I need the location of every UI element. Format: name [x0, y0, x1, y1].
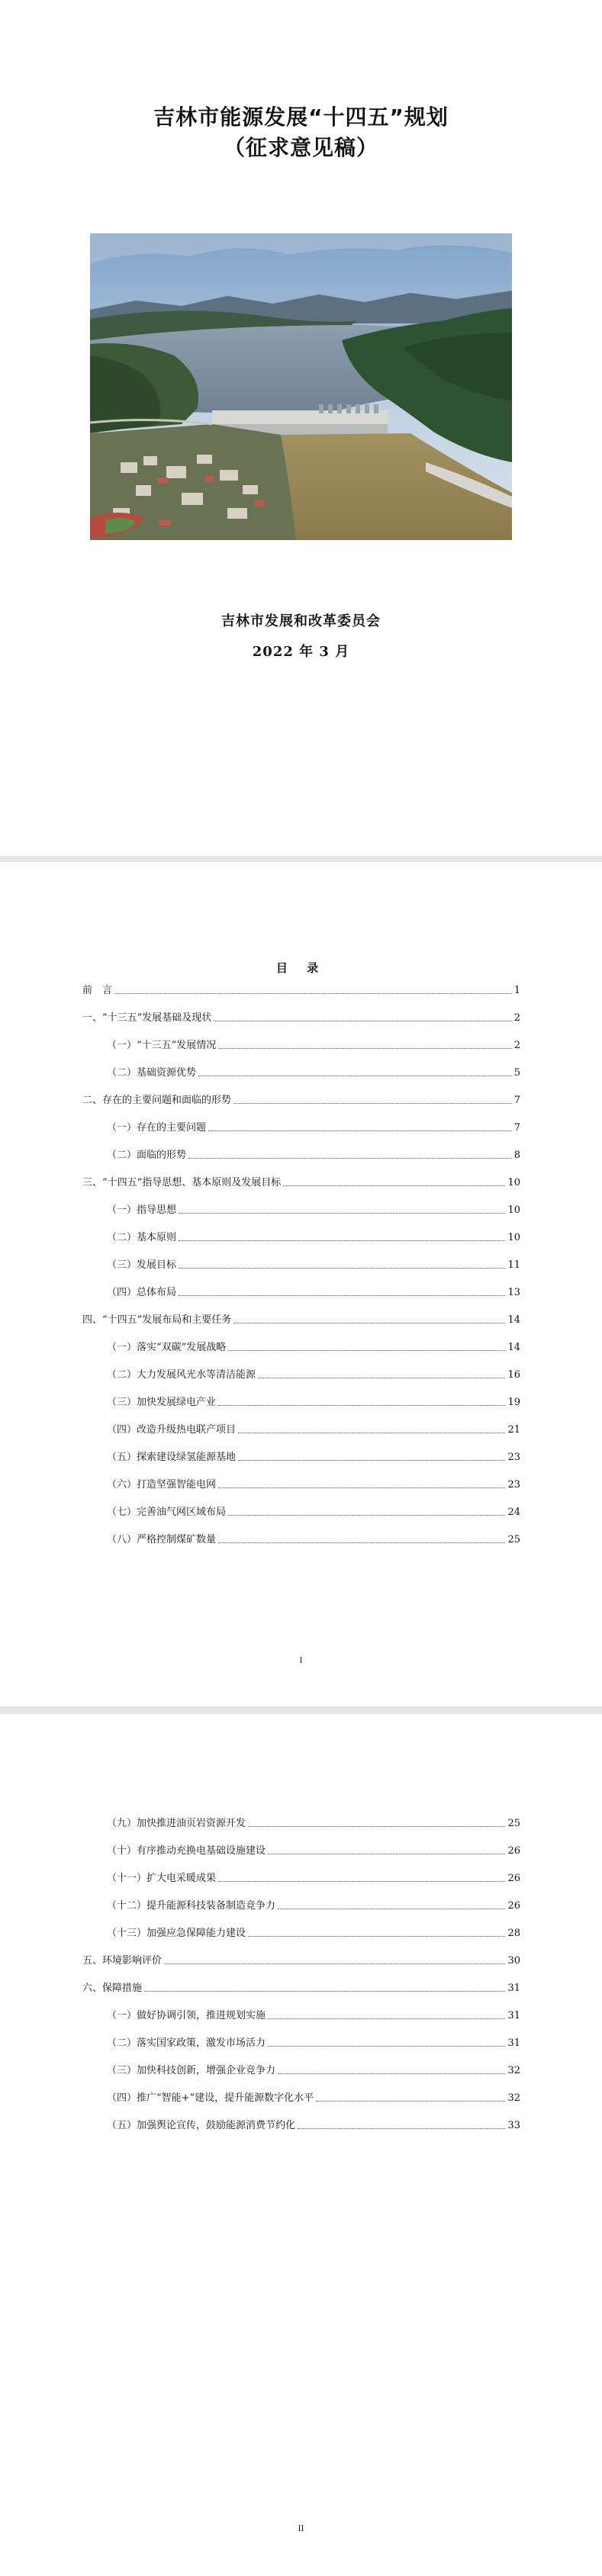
toc-row[interactable]	[107, 2117, 520, 2132]
toc-leader	[316, 2100, 505, 2102]
toc-page-number: 26	[507, 1845, 520, 1857]
toc-page-number: 21	[507, 1424, 520, 1436]
toc-page-number: 30	[507, 1955, 520, 1967]
toc-leader	[218, 1487, 505, 1488]
toc-row[interactable]	[107, 1146, 520, 1162]
toc-leader	[238, 1459, 505, 1461]
toc-row[interactable]	[107, 1229, 520, 1244]
toc-page-number: 19	[507, 1397, 520, 1408]
toc-page-number: 13	[507, 1287, 520, 1298]
toc-row[interactable]	[107, 1366, 520, 1381]
toc-label: （一）做好协调引领，推进规划实施	[107, 2010, 266, 2021]
toc-label: （一）“十三五”发展情况	[107, 1040, 217, 1051]
toc-row[interactable]	[107, 1037, 520, 1052]
toc-row[interactable]	[107, 1256, 520, 1272]
toc-label: （二）基础资源优势	[107, 1067, 197, 1079]
toc-label: （八）严格控制煤矿数量	[107, 1534, 217, 1545]
toc-row[interactable]	[107, 1119, 520, 1134]
toc-row[interactable]	[107, 1394, 520, 1409]
toc-leader	[228, 1349, 505, 1351]
toc-label: （九）加快推进油页岩资源开发	[107, 1818, 246, 1829]
toc-row[interactable]	[107, 1925, 520, 1940]
toc-leader	[268, 2045, 505, 2047]
toc-row[interactable]	[107, 1842, 520, 1857]
toc-page-number: 14	[507, 1342, 520, 1353]
toc-page-number: 16	[507, 1369, 520, 1381]
toc-leader	[228, 1514, 505, 1516]
toc-row[interactable]	[107, 1531, 520, 1546]
toc-leader	[268, 2018, 505, 2019]
toc-label: （十）有序推动充换电基础设施建设	[107, 1845, 266, 1857]
toc-label: （一）指导思想	[107, 1204, 177, 1216]
toc-leader	[164, 1963, 505, 1964]
toc-label: 五、环境影响评价	[82, 1955, 163, 1967]
toc-leader	[278, 2073, 505, 2074]
toc-leader	[218, 1047, 511, 1049]
toc-page-number: 26	[507, 1873, 520, 1884]
cover-date: 2022 年 3 月	[252, 644, 350, 660]
toc-leader	[258, 1377, 505, 1378]
toc-row[interactable]	[107, 1476, 520, 1491]
toc-label: （十二）提升能源科技装备制造竞争力	[107, 1900, 276, 1912]
toc-label: （五）加强舆论宣传，鼓励能源消费节约化	[107, 2120, 296, 2131]
page-number: II	[298, 2525, 304, 2533]
toc-label: 六、保障措施	[82, 1983, 143, 1994]
toc-row[interactable]	[82, 1092, 520, 1107]
toc-row[interactable]	[82, 1009, 520, 1024]
toc-row[interactable]	[82, 1311, 520, 1327]
toc-label: 三、“十四五”指导思想、基本原则及发展目标	[82, 1177, 282, 1188]
toc-row[interactable]	[107, 1815, 520, 1830]
toc-label: 一、“十三五”发展基础及现状	[82, 1012, 212, 1024]
toc-page-number: 32	[507, 2065, 520, 2076]
toc-row[interactable]	[107, 2007, 520, 2022]
toc-label: （五）探索建设绿氢能源基地	[107, 1452, 237, 1463]
toc-label: （七）完善油气网区域布局	[107, 1507, 227, 1518]
toc-page-number: 2	[513, 1012, 520, 1024]
toc-label: （二）面临的形势	[107, 1150, 187, 1161]
toc-leader	[179, 1294, 505, 1296]
toc-leader	[218, 1880, 505, 1882]
toc-page-number: 31	[507, 1983, 520, 1994]
toc-label: （三）加快科技创新，增强企业竞争力	[107, 2065, 276, 2076]
toc-page-number: 11	[507, 1259, 520, 1271]
toc-page-number: 8	[513, 1150, 520, 1161]
toc-label: （二）落实国家政策，激发市场活力	[107, 2037, 266, 2049]
dam-landscape-photo	[90, 233, 512, 540]
toc-label: （十一）扩大电采暖成果	[107, 1873, 217, 1884]
toc-leader	[218, 1404, 505, 1406]
toc-page-number: 32	[507, 2092, 520, 2104]
toc-label: （六）打造坚强智能电网	[107, 1479, 217, 1491]
toc-heading: 目 录	[275, 961, 327, 975]
toc-page-number: 23	[507, 1452, 520, 1463]
toc-leader	[248, 1825, 505, 1827]
toc-row[interactable]	[107, 2062, 520, 2077]
toc-leader	[268, 1853, 505, 1854]
cover-organization: 吉林市发展和改革委员会	[221, 613, 381, 629]
toc-leader	[238, 1432, 505, 1433]
toc-leader	[179, 1212, 505, 1214]
toc-leader	[179, 1240, 505, 1241]
cover-page	[0, 0, 602, 856]
toc-page-number: 14	[507, 1314, 520, 1326]
toc-page-number: 7	[513, 1122, 520, 1134]
toc-label: 二、存在的主要问题和面临的形势	[82, 1095, 232, 1106]
toc-leader	[218, 1542, 505, 1543]
toc-row[interactable]	[107, 1284, 520, 1299]
toc-page-number: 23	[507, 1479, 520, 1491]
toc-row[interactable]	[82, 982, 520, 997]
cover-photo	[90, 233, 512, 540]
toc-leader	[233, 1102, 512, 1104]
toc-leader	[233, 1322, 505, 1323]
toc-label: （一）存在的主要问题	[107, 1122, 207, 1134]
toc-label: （十三）加强应急保障能力建设	[107, 1928, 246, 1939]
toc-label: （四）改造升级热电联产项目	[107, 1424, 237, 1436]
toc-row[interactable]	[107, 2089, 520, 2105]
toc-page-number: 10	[507, 1177, 520, 1188]
toc-leader	[298, 2127, 505, 2129]
toc-row[interactable]	[107, 1421, 520, 1436]
toc-page-number: 2	[513, 1040, 520, 1051]
toc-label: （三）发展目标	[107, 1259, 177, 1271]
toc-leader	[283, 1185, 505, 1186]
toc-row[interactable]	[107, 2034, 520, 2050]
cover-subtitle: （征求意见稿）	[223, 135, 378, 160]
toc-page-number: 31	[507, 2037, 520, 2049]
toc-row[interactable]	[107, 1897, 520, 1912]
toc-row[interactable]	[107, 1870, 520, 1885]
toc-leader	[179, 1267, 505, 1269]
toc-page-number: 25	[507, 1818, 520, 1829]
toc-leader	[208, 1130, 512, 1131]
toc-row[interactable]	[107, 1339, 520, 1354]
toc-label: （二）基本原则	[107, 1232, 177, 1243]
toc-page-1	[0, 862, 602, 1706]
cover-title: 吉林市能源发展“十四五”规划	[153, 105, 449, 130]
toc-page-number: 7	[513, 1095, 520, 1106]
page-number: I	[299, 1657, 303, 1665]
toc-leader	[278, 1908, 505, 1909]
toc-row[interactable]	[82, 1979, 520, 1995]
toc-row[interactable]	[107, 1064, 520, 1079]
toc-row[interactable]	[107, 1201, 520, 1217]
toc-row[interactable]	[82, 1174, 520, 1189]
toc-row[interactable]	[107, 1503, 520, 1519]
toc-leader	[144, 1990, 505, 1992]
toc-page-number: 33	[507, 2120, 520, 2131]
toc-page-number: 24	[507, 1507, 520, 1518]
toc-page-2	[0, 1714, 602, 2576]
toc-page-number: 31	[507, 2010, 520, 2021]
toc-page-number: 26	[507, 1900, 520, 1912]
toc-row[interactable]	[107, 1449, 520, 1464]
toc-label: （三）加快发展绿电产业	[107, 1397, 217, 1408]
toc-label: 四、“十四五”发展布局和主要任务	[82, 1314, 232, 1326]
toc-page-number: 25	[507, 1534, 520, 1545]
toc-label: 前 言	[82, 985, 113, 996]
toc-leader	[198, 1075, 512, 1076]
toc-row[interactable]	[82, 1952, 520, 1967]
toc-label: （四）推广“智能+”建设，提升能源数字化水平	[107, 2092, 314, 2104]
toc-leader	[214, 1020, 511, 1021]
toc-leader	[248, 1935, 505, 1937]
toc-page-number: 5	[513, 1067, 520, 1079]
toc-leader	[114, 992, 512, 994]
toc-page-number: 10	[507, 1232, 520, 1243]
toc-leader	[188, 1157, 512, 1159]
toc-page-number: 10	[507, 1204, 520, 1216]
toc-page-number: 28	[507, 1928, 520, 1939]
toc-label: （四）总体布局	[107, 1287, 177, 1298]
toc-label: （一）落实“双碳”发展战略	[107, 1342, 227, 1353]
toc-page-number: 1	[513, 985, 520, 996]
toc-label: （二）大力发展风光水等清洁能源	[107, 1369, 256, 1381]
